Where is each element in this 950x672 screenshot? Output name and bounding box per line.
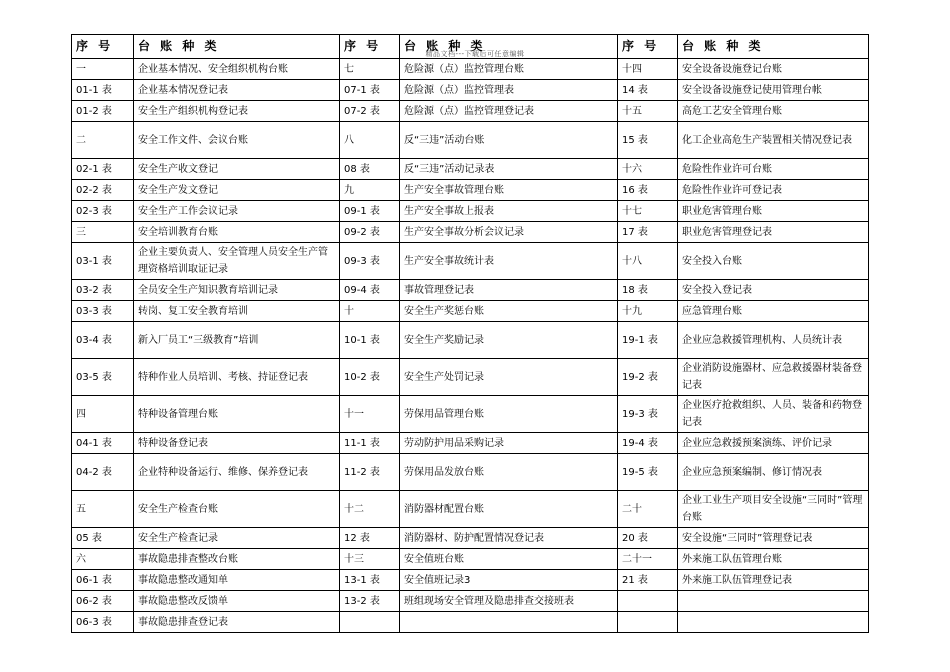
- serial-number-cell: [618, 591, 678, 612]
- serial-number-cell: 二十: [618, 491, 678, 528]
- serial-number-cell: 03-1 表: [72, 243, 134, 280]
- ledger-type-cell: 安全生产工作会议记录: [134, 201, 340, 222]
- table-row: [72, 222, 869, 243]
- serial-number-cell: [340, 612, 400, 633]
- ledger-type-cell: 安全设备设施登记使用管理台帐: [678, 80, 869, 101]
- serial-number-cell: 九: [340, 180, 400, 201]
- serial-number-cell: 07-2 表: [340, 101, 400, 122]
- ledger-type-cell: 安全生产组织机构登记表: [134, 101, 340, 122]
- header-ledger-type: 台 账 种 类: [400, 35, 618, 59]
- serial-number-cell: 01-1 表: [72, 80, 134, 101]
- ledger-type-cell: 生产安全事故管理台账: [400, 180, 618, 201]
- table-row: [72, 454, 869, 491]
- table-row: [72, 612, 869, 633]
- table-row: [72, 433, 869, 454]
- serial-number-cell: 06-1 表: [72, 570, 134, 591]
- table-row: [72, 80, 869, 101]
- ledger-type-cell: 事故隐患整改通知单: [134, 570, 340, 591]
- serial-number-cell: 19-1 表: [618, 322, 678, 359]
- ledger-type-cell: 安全生产发文登记: [134, 180, 340, 201]
- table-row: [72, 243, 869, 280]
- ledger-type-cell: 安全设施“三同时”管理登记表: [678, 528, 869, 549]
- serial-number-cell: 12 表: [340, 528, 400, 549]
- serial-number-cell: 16 表: [618, 180, 678, 201]
- ledger-type-cell: 安全值班记录3: [400, 570, 618, 591]
- serial-number-cell: 十九: [618, 301, 678, 322]
- ledger-type-cell: 企业基本情况、安全组织机构台账: [134, 59, 340, 80]
- header-serial-number: 序 号: [72, 35, 134, 59]
- serial-number-cell: 01-2 表: [72, 101, 134, 122]
- ledger-type-cell: 消防器材、防护配置情况登记表: [400, 528, 618, 549]
- serial-number-cell: 09-2 表: [340, 222, 400, 243]
- ledger-type-cell: 事故隐患排查登记表: [134, 612, 340, 633]
- ledger-type-cell: 班组现场安全管理及隐患排查交接班表: [400, 591, 618, 612]
- serial-number-cell: 06-2 表: [72, 591, 134, 612]
- serial-number-cell: 04-2 表: [72, 454, 134, 491]
- ledger-type-cell: 企业应急救援预案演练、评价记录: [678, 433, 869, 454]
- ledger-type-cell: 企业特种设备运行、维修、保养登记表: [134, 454, 340, 491]
- serial-number-cell: 四: [72, 396, 134, 433]
- ledger-type-cell: 安全工作文件、会议台账: [134, 122, 340, 159]
- serial-number-cell: 21 表: [618, 570, 678, 591]
- ledger-type-cell: 转岗、复工安全教育培训: [134, 301, 340, 322]
- serial-number-cell: 09-3 表: [340, 243, 400, 280]
- serial-number-cell: 11-2 表: [340, 454, 400, 491]
- watermark: 精品文档---下载后可任意编辑: [425, 50, 525, 58]
- ledger-type-cell: 特种作业人员培训、考核、持证登记表: [134, 359, 340, 396]
- table-row: [72, 549, 869, 570]
- serial-number-cell: 20 表: [618, 528, 678, 549]
- ledger-type-cell: 安全生产处罚记录: [400, 359, 618, 396]
- serial-number-cell: 十五: [618, 101, 678, 122]
- table-row: [72, 101, 869, 122]
- serial-number-cell: 03-3 表: [72, 301, 134, 322]
- ledger-type-cell: 危险源（点）监控管理登记表: [400, 101, 618, 122]
- ledger-type-cell: 危险性作业许可台账: [678, 159, 869, 180]
- header-serial-number: 序 号: [618, 35, 678, 59]
- serial-number-cell: 六: [72, 549, 134, 570]
- serial-number-cell: 02-1 表: [72, 159, 134, 180]
- serial-number-cell: 五: [72, 491, 134, 528]
- table-row: [72, 301, 869, 322]
- serial-number-cell: 11-1 表: [340, 433, 400, 454]
- ledger-type-cell: 事故隐患整改反馈单: [134, 591, 340, 612]
- ledger-type-cell: 反“三违”活动台账: [400, 122, 618, 159]
- ledger-type-cell: 职业危害管理登记表: [678, 222, 869, 243]
- header-ledger-type: 台 账 种 类: [134, 35, 340, 59]
- ledger-type-cell: 劳保用品发放台账: [400, 454, 618, 491]
- ledger-type-cell: 外来施工队伍管理登记表: [678, 570, 869, 591]
- serial-number-cell: 10-2 表: [340, 359, 400, 396]
- table-row: [72, 59, 869, 80]
- serial-number-cell: 八: [340, 122, 400, 159]
- ledger-type-cell: 劳动防护用品采购记录: [400, 433, 618, 454]
- table-row: [72, 491, 869, 528]
- serial-number-cell: 02-2 表: [72, 180, 134, 201]
- serial-number-cell: 二: [72, 122, 134, 159]
- serial-number-cell: 13-2 表: [340, 591, 400, 612]
- ledger-type-cell: 劳保用品管理台账: [400, 396, 618, 433]
- serial-number-cell: 七: [340, 59, 400, 80]
- serial-number-cell: 06-3 表: [72, 612, 134, 633]
- ledger-type-cell: 危险性作业许可登记表: [678, 180, 869, 201]
- ledger-type-cell: 企业基本情况登记表: [134, 80, 340, 101]
- serial-number-cell: 十三: [340, 549, 400, 570]
- ledger-type-cell: 职业危害管理台账: [678, 201, 869, 222]
- table-row: [72, 180, 869, 201]
- table-row: [72, 159, 869, 180]
- serial-number-cell: 09-1 表: [340, 201, 400, 222]
- serial-number-cell: 一: [72, 59, 134, 80]
- ledger-type-cell: 安全生产奖励记录: [400, 322, 618, 359]
- serial-number-cell: [618, 612, 678, 633]
- ledger-type-cell: 事故管理登记表: [400, 280, 618, 301]
- serial-number-cell: 19-5 表: [618, 454, 678, 491]
- serial-number-cell: 十: [340, 301, 400, 322]
- serial-number-cell: 19-3 表: [618, 396, 678, 433]
- ledger-type-cell: 生产安全事故上报表: [400, 201, 618, 222]
- serial-number-cell: 13-1 表: [340, 570, 400, 591]
- ledger-type-cell: 化工企业高危生产装置相关情况登记表: [678, 122, 869, 159]
- ledger-type-cell: 特种设备登记表: [134, 433, 340, 454]
- serial-number-cell: 十八: [618, 243, 678, 280]
- ledger-type-cell: 企业主要负责人、安全管理人员安全生产管理资格培训取证记录: [134, 243, 340, 280]
- serial-number-cell: 15 表: [618, 122, 678, 159]
- ledger-type-cell: 安全生产检查记录: [134, 528, 340, 549]
- table-row: [72, 122, 869, 159]
- ledger-type-cell: 生产安全事故统计表: [400, 243, 618, 280]
- ledger-type-cell: 企业应急救援管理机构、人员统计表: [678, 322, 869, 359]
- ledger-type-cell: 消防器材配置台账: [400, 491, 618, 528]
- ledger-type-cell: 安全培训教育台账: [134, 222, 340, 243]
- serial-number-cell: 03-4 表: [72, 322, 134, 359]
- serial-number-cell: 03-2 表: [72, 280, 134, 301]
- ledger-type-cell: [400, 612, 618, 633]
- serial-number-cell: 14 表: [618, 80, 678, 101]
- ledger-type-cell: 危险源（点）监控管理台账: [400, 59, 618, 80]
- ledger-type-cell: 安全生产收文登记: [134, 159, 340, 180]
- ledger-type-cell: 生产安全事故分析会议记录: [400, 222, 618, 243]
- serial-number-cell: 09-4 表: [340, 280, 400, 301]
- serial-number-cell: 二十一: [618, 549, 678, 570]
- serial-number-cell: 07-1 表: [340, 80, 400, 101]
- ledger-type-cell: [678, 612, 869, 633]
- ledger-type-cell: 高危工艺安全管理台账: [678, 101, 869, 122]
- ledger-type-cell: 事故隐患排查整改台账: [134, 549, 340, 570]
- serial-number-cell: 19-2 表: [618, 359, 678, 396]
- serial-number-cell: 三: [72, 222, 134, 243]
- serial-number-cell: 03-5 表: [72, 359, 134, 396]
- ledger-type-cell: 企业医疗抢救组织、人员、装备和药物登记表: [678, 396, 869, 433]
- table-row: [72, 591, 869, 612]
- table-row: [72, 570, 869, 591]
- header-serial-number: 序 号: [340, 35, 400, 59]
- serial-number-cell: 08 表: [340, 159, 400, 180]
- table-row: [72, 201, 869, 222]
- serial-number-cell: 05 表: [72, 528, 134, 549]
- serial-number-cell: 十四: [618, 59, 678, 80]
- ledger-type-cell: 应急管理台账: [678, 301, 869, 322]
- header-ledger-type: 台 账 种 类: [678, 35, 869, 59]
- table-row: [72, 322, 869, 359]
- ledger-type-cell: 外来施工队伍管理台账: [678, 549, 869, 570]
- serial-number-cell: 十六: [618, 159, 678, 180]
- ledger-type-cell: 反“三违”活动记录表: [400, 159, 618, 180]
- serial-number-cell: 02-3 表: [72, 201, 134, 222]
- serial-number-cell: 十七: [618, 201, 678, 222]
- ledger-type-cell: 安全值班台账: [400, 549, 618, 570]
- table-header-row: [72, 35, 869, 59]
- table-row: [72, 396, 869, 433]
- ledger-type-cell: 安全投入登记表: [678, 280, 869, 301]
- ledger-type-cell: [678, 591, 869, 612]
- serial-number-cell: 十一: [340, 396, 400, 433]
- table-row: [72, 280, 869, 301]
- ledger-type-cell: 特种设备管理台账: [134, 396, 340, 433]
- ledger-type-cell: 安全生产检查台账: [134, 491, 340, 528]
- ledger-table: [71, 34, 869, 633]
- ledger-type-cell: 危险源（点）监控管理表: [400, 80, 618, 101]
- ledger-type-cell: 企业应急预案编制、修订情况表: [678, 454, 869, 491]
- ledger-type-cell: 企业消防设施器材、应急救援器材装备登记表: [678, 359, 869, 396]
- table-row: [72, 528, 869, 549]
- serial-number-cell: 18 表: [618, 280, 678, 301]
- ledger-type-cell: 全员安全生产知识教育培训记录: [134, 280, 340, 301]
- ledger-type-cell: 安全设备设施登记台账: [678, 59, 869, 80]
- ledger-type-cell: 安全生产奖惩台账: [400, 301, 618, 322]
- serial-number-cell: 19-4 表: [618, 433, 678, 454]
- serial-number-cell: 十二: [340, 491, 400, 528]
- serial-number-cell: 04-1 表: [72, 433, 134, 454]
- ledger-type-cell: 新入厂员工“三级教育”培训: [134, 322, 340, 359]
- ledger-type-cell: 安全投入台账: [678, 243, 869, 280]
- serial-number-cell: 10-1 表: [340, 322, 400, 359]
- ledger-type-cell: 企业工业生产项目安全设施“三同时”管理台账: [678, 491, 869, 528]
- table-row: [72, 359, 869, 396]
- serial-number-cell: 17 表: [618, 222, 678, 243]
